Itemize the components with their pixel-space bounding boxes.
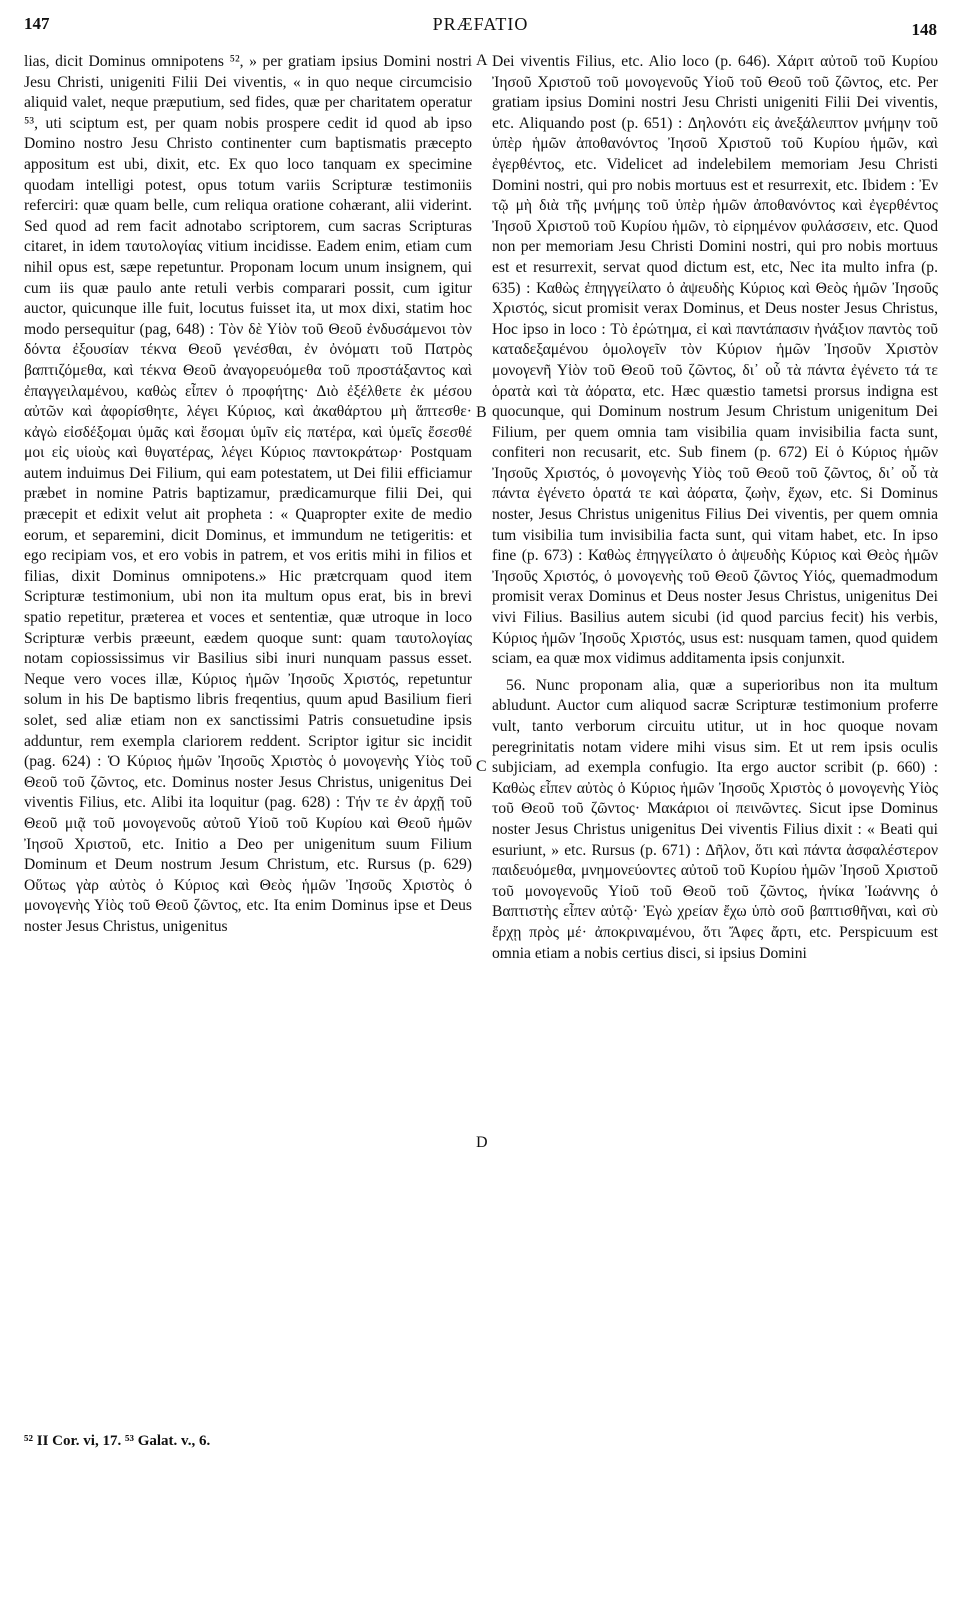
page-number-left: 147 xyxy=(24,14,50,33)
right-column xyxy=(492,52,938,964)
footnote: ⁵² II Cor. vi, 17. ⁵³ Galat. v., 6. xyxy=(24,1433,211,1449)
margin-letter-c: C xyxy=(476,758,487,775)
margin-letter-b: B xyxy=(476,404,487,421)
margin-letter-a: A xyxy=(476,52,488,69)
left-column xyxy=(24,52,472,938)
running-title: PRÆFATIO xyxy=(432,14,529,34)
page-number-right: 148 xyxy=(911,20,937,39)
right-paragraph: Dei viventis Filius, etc. Alio loco (p. 646). Χάριτ αὐτοῦ τοῦ Κυρίου Ἰησοῦ Χριστοῦ τοῦ μονογενοῦς Υἱοῦ τοῦ Θεοῦ τοῦ ζῶντος, etc. Per gratiam ipsius Domini nostri Jesu Christi unigeniti Filii Dei viventis, etc. Aliquando post (p. 651) : Δηλονότι εἰς ἀνεξάλειπτον μνήμην τοῦ ὑπὲρ ἡμῶν ἀποθανόντος Ἰησοῦ Χριστοῦ τοῦ Κυρίου ἡμῶν, καὶ ἐγερθέντος, etc. Videlicet ad indelebilem memoriam Jesu Christi Domini nostri, qui pro nobis mortuus est et resurrexit, etc. Ibidem : Ἐν τῷ μὴ διὰ τῆς μνήμης τοῦ ὑπὲρ ἡμῶν ἀποθανόντος καὶ ἐγερθέντος Ἰησοῦ Χριστοῦ τοῦ Κυρίου ἡμῶν, τὸ εἰρημένον φυλάσσειν, etc. Quod non per memoriam Jesu Christi Domini nostri, qui pro nobis mortuus est et resurrexit, servat quod dictum est, etc, Nec ita multo infra (p. 635) : Καθὼς ἐπηγγείλατο ὁ ἀψευδὴς Κύριος καὶ Θεὸς ἡμῶν Ἰησοῦς Χριστός, sicut promisit verax Dominus, et Deus noster Jesus Christus, Hoc ipso in loco : Τὸ ἐρώτημα, εἰ καὶ παντάπασιν ἠνάξιον παντὸς τοῦ καταδεξαμένου ὁμολογεῖν τὸν Κύριον ἡμῶν Ἰησοῦν Χριστὸν μονογενῆ Υἱὸν τοῦ Θεοῦ τοῦ ζῶντος, δι᾽ οὗ τὰ πάντα ἐγένετο τά τε ὁρατὰ καὶ τὰ ἀόρατα, etc. Hæc quæstio tametsi prorsus indigna est quocunque, qui Dominum nostrum Jesum Christum unigenitum Dei Filium, per quem omnia tam visibilia quam invisibilia facta sunt, confiteri non recusarit, etc. Sub finem (p. 672) Εἰ ὁ Κύριος ἡμῶν Ἰησοῦς Χριστός, ὁ μονογενὴς Υἱὸς τοῦ Θεοῦ τοῦ ζῶντος, δι᾽ οὗ τὰ πάντα ἐγένετο ὁρατά τε καὶ ἀόρατα, ζωὴν, ἔχων, etc. Si Dominus noster, Jesus Christus unigenitus Filius Dei viventis, per quem omnia tum visibilia tum invisibilia facta sunt, qui vitam habet, etc. In ipso fine (p. 673) : Καθὼς ἐπηγγείλατο ὁ ἀψευδὴς Κύριος καὶ Θεὸς ἡμῶν Ἰησοῦς Χριστός, ὁ μονογενὴς τοῦ Θεοῦ ζῶντος Υἱός, quemadmodum promisit verax Dominus et Deus noster Jesus Christus, unigenitus Dei vivi Filius. Basilius autem sicubi (id quod parcius fecit) his verbis, Κύριος ἡμῶν Ἰησοῦς Χριστός, usus est: nusquam tamen, quod quidem sciam, ea quæ mox vidimus additamenta ipsis conjunxit. xyxy=(492,53,938,668)
margin-letter-d: D xyxy=(476,1134,488,1151)
right-paragraph-56: 56. Nunc proponam alia, quæ a superioribus non ita multum abludunt. Auctor cum aliquod sacræ Scripturæ testimonium proferre vult, tanto verborum circuitu utitur, ut in hoc quoque novam peregrinitatis notam videre mihi visus sim. Et ut rem ipsis oculis subjiciam, ad exempla confugio. Ita ergo auctor scribit (p. 660) : Καθὼς εἶπεν αὐτὸς ὁ Κύριος ἡμῶν Ἰησοῦς Χριστὸς ὁ μονογενὴς Υἱὸς τοῦ Θεοῦ τοῦ ζῶντος· Μακάριοι οἱ πεινῶντες. Sicut ipse Dominus noster Jesus Christus unigenitus Dei viventis Filius dixit : « Beati qui esuriunt, » etc. Rursus (p. 671) : Δῆλον, ὅτι καὶ πάντα ἀσφαλέστερον παιδευόμεθα, μνημονεύοντες αὐτοῦ τοῦ Κυρίου ἡμῶν Ἰησοῦ Χριστοῦ τοῦ μονογενοῦς Υἱοῦ τοῦ Θεοῦ τοῦ ζῶντος, ἡνίκα Ἰωάννης ὁ Βαπτιστὴς εἶπεν αὐτῷ· Ἐγὼ χρείαν ἔχω ὑπὸ σοῦ βαπτισθῆναι, καὶ σὺ ἔρχῃ πρὸς μέ· ἀποκριναμένου, ὅτι Ἄφες ἄρτι, etc. Perspicuum est omnia etiam a nobis certius disci, si ipsius Domini xyxy=(492,676,938,962)
page-header xyxy=(24,14,937,38)
left-paragraph: lias, dicit Dominus omnipotens ⁵², » per gratiam ipsius Domini nostri Jesu Christi, unigeniti Filii Dei viventis, « in quo neque circumcisio aliquid valet, neque præputium, sed fides, quæ per charitatem operatur ⁵³, uti sciptum est, per quam nobis prospere cedit id quod ab ipso Domino nostro Jesu Christo continenter cum baptismatis præcepto appositum est ubi, dixit, etc. Ex quo loco tanquam ex specimine quodam intelligi potest, opus totum variis Scripturæ testimoniis referciri: quæ quam belle, cum reliqua oratione cohærant, alii viderint. Sed quod ad rem facit adnotabo scriptorem, cum sacras Scripturas citaret, in idem ταυτολογίας vitium incidisse. Eadem enim, etiam cum nihil opus est, sæpe repetuntur. Proponam locum unum insignem, qui cum iis quæ paulo ante retuli verbis comparari possit, cum igitur auctor, quicunque ille fuit, locutus fuisset ita, ut mox dixi, statim hoc modo persequitur (pag, 648) : Τὸν δὲ Υἱὸν τοῦ Θεοῦ ἐνδυσάμενοι τὸν δόντα ἐξουσίαν τέκνα Θεοῦ γενέσθαι, ἐν ὀνόματι τοῦ Πατρὸς βαπτιζόμεθα, καὶ τέκνα Θεοῦ ἀναγορευόμεθα τοῦ προστάξαντος καὶ ἐπαγγειλαμένου, καθὼς εἶπεν ὁ προφήτης· Διὸ ἐξέλθετε ἐκ μέσου αὐτῶν καὶ ἀφορίσθητε, λέγει Κύριος, καὶ ἀκαθάρτου μὴ ἅπτεσθε· κἀγὼ εἰσδέξομαι ὑμᾶς καὶ ἔσομαι ὑμῖν εἰς πατέρα, καὶ ὑμεῖς ἔσεσθέ μοι εἰς υἱοὺς καὶ θυγατέρας, λέγει Κύριος παντοκράτωρ· Postquam autem induimus Dei Filium, qui eam potestatem, ut Dei filii efficiamur præbet in nomine Patris baptizamur, prædicamurque filii Dei, qui præcepit et edixit velut ait propheta : « Quapropter exite de medio eorum, et separemini, dicit Dominus, et immundum ne tetigeritis: et ego recipiam vos, et ero vobis in patrem, et vos eritis mihi in filios et filias, dixit Dominus omnipotens.» Hic prætcrquam quod item Scripturæ testimonium, ubi non ita multum opus erat, bis in brevi spatio repetitur, præterea et voces et sententiæ, quæ utroque in loco Scripturæ verbis præeunt, eædem quoque sunt: quam ταυτολογίας notam copiossissimus vir Basilius sibi inuri nunquam passus esset. Neque vero voces illæ, Κύριος ἡμῶν Ἰησοῦς Χριστός, repetuntur solum in his De baptismo libris freqentius, quum apud Basilium fieri solet, sed aliæ etiam non ex sanctissimi Patris consuetudine ipsis adduntur, rem exempla clariorem reddent. Scriptor igitur sic incidit (pag. 624) : Ὁ Κύριος ἡμῶν Ἰησοῦς Χριστὸς ὁ μονογενὴς Υἱὸς τοῦ Θεοῦ τοῦ ζῶντος, etc. Dominus noster Jesus Christus, unigenitus Dei viventis Filius, etc. Alibi ita loquitur (pag. 628) : Τήν τε ἐν ἀρχῇ τοῦ Θεοῦ μιᾷ τοῦ μονογενοῦς αὐτοῦ Υἱοῦ τοῦ Κυρίου καὶ Θεοῦ ἡμῶν Ἰησοῦ Χριστοῦ, etc. Initio a Deo per unigenitum suum Filium Dominum et Deum nostrum Jesum Christum, etc. Rursus (p. 629) Οὕτως γὰρ αὐτὸς ὁ Κύριος καὶ Θεὸς ἡμῶν Ἰησοῦς Χριστὸς ὁ μονογενὴς Υἱὸς τοῦ Θεοῦ ζῶντος, etc. Ita enim Dominus ipse et Deus noster Jesus Christus, unigenitus xyxy=(24,53,472,935)
